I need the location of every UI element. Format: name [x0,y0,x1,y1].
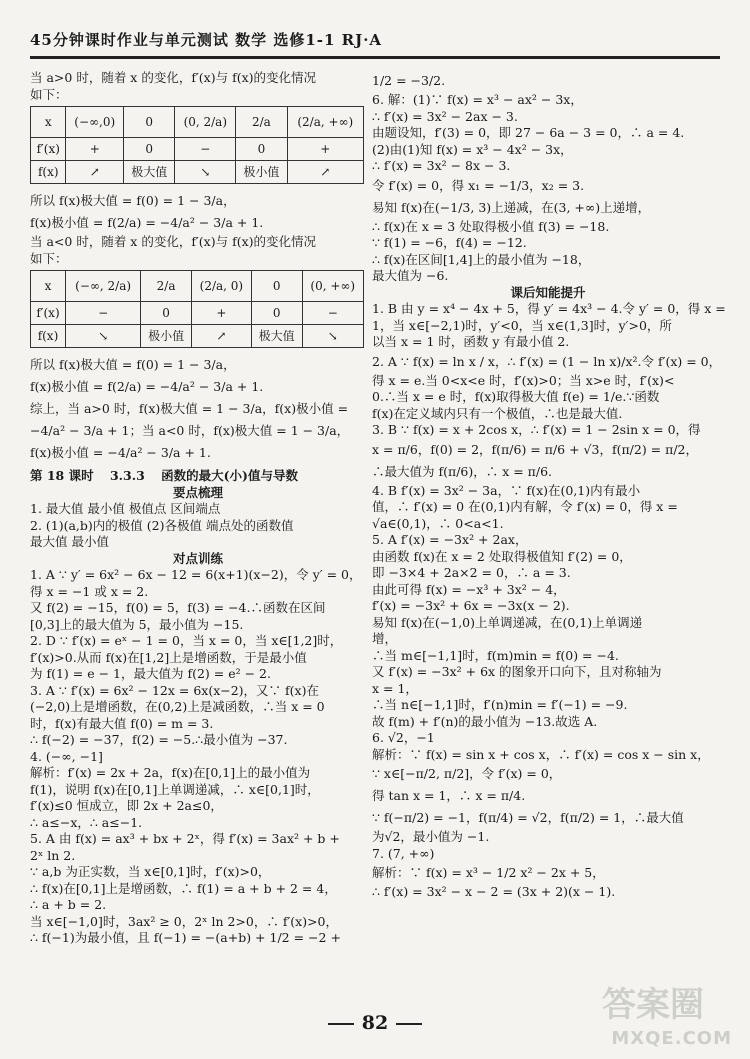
text-line: [0,3]上的最大值为 5，最小值为 −15. [30,616,244,632]
table-cell: ↗ [191,325,251,348]
text-line: 易知 f(x)在(−1/3, 3)上递减，在(3, +∞)上递增， [372,199,651,215]
table-cell: f(x) [31,161,66,184]
text-line: 由此可得 f(x) = −x³ + 3x² − 4， [372,581,566,597]
text-line: ∵ x∈[−π/2, π/2]，令 f′(x) = 0， [372,766,562,781]
watermark-url: MXQE.COM [611,1028,732,1049]
page-number-dash-left [328,1023,354,1025]
text-line: f(x)在定义域内只有一个极值，∴也是最大值. [372,405,623,421]
text-line: 综上，当 a>0 时，f(x)极大值 = 1 − 3/a，f(x)极小值 = [30,401,349,416]
text-line: 为 f(1) = e − 1，最大值为 f(2) = e² − 2. [30,666,271,681]
text-line: 增， [372,631,398,646]
text-line: 2ˣ ln 2. [30,847,76,863]
text-line: 易知 f(x)在(−1,0)上单调递减，在(0,1)上单调递 [372,614,643,630]
text-line: 以当 x = 1 时，函数 y 有最小值 2. [372,334,570,349]
lesson-number: 第 18 课时 [30,468,94,483]
table-cell: 2/a [141,271,192,302]
text-line: −4/a² − 3/a + 1；当 a<0 时，f(x)极大值 = 1 − 3/a， [30,423,350,438]
text-line: 即 −3×4 + 2a×2 = 0，∴ a = 3. [372,565,571,580]
text-line: 值，∴ f′(x) = 0 在(0,1)内有解，令 f′(x) = 0，得 x = [372,499,678,514]
text-line: 又 f′(x) = −3x² + 6x 的图象开口向下，且对称轴为 [372,664,662,679]
text-line: 1. A ∵ y′ = 6x² − 6x − 12 = 6(x+1)(x−2)，令 y′ = 0， [30,567,362,582]
text-line: ∴最大值为 f(π/6)，∴ x = π/6. [372,463,553,479]
text-line: 6. 解：(1)∵ f(x) = x³ − ax² − 3x， [372,92,583,107]
page-header [30,22,720,59]
text-line: 1/2 = −3/2. [372,73,446,88]
text-line: 4. (−∞, −1] [30,748,103,764]
text-line: 5. A f′(x) = −3x² + 2ax， [372,532,528,547]
table-cell: (0, +∞) [302,271,363,302]
text-line: 解析：∵ f(x) = sin x + cos x，∴ f′(x) = cos x − sin x， [372,746,710,762]
table-cell: + [191,302,251,325]
text-line: 5. A 由 f(x) = ax³ + bx + 2ˣ，得 f′(x) = 3ax² + b + [30,831,340,846]
table-cell: − [65,302,140,325]
text-line: ∴ f(−1)为最小值，且 f(−1) = −(a+b) + 1/2 = −2 + [30,930,341,945]
text-line: (2)由(1)知 f(x) = x³ − 4x² − 3x， [372,141,573,157]
table-cell: 0 [236,138,287,161]
table-cell: 0 [124,107,175,138]
lesson-title: 函数的最大(小)值与导数 [161,468,298,483]
text-line: 时，f(x)有最大值 f(0) = m = 3. [30,715,214,731]
table-cell: ↗ [66,161,124,184]
text-line: 解析：∵ f(x) = x³ − 1/2 x² − 2x + 5， [372,865,605,880]
text-line: f′(x)>0.从而 f(x)在[1,2]上是增函数，于是最小值 [30,649,307,665]
table-cell: (2/a, 0) [191,271,251,302]
text-line: 2. D ∵ f′(x) = eˣ − 1 = 0，当 x = 0，当 x∈[1,2]时， [30,633,343,648]
text-line: f(x)极小值 = −4/a² − 3/a + 1. [30,445,211,460]
text-line: 故 f(m) + f′(n)的最小值为 −13.故选 A. [372,713,598,729]
variation-table-a-negative [30,270,364,348]
text-line: f′(x)≤0 恒成立，即 2x + 2a≤0， [30,798,223,813]
lesson-heading [30,468,366,485]
text-line: ∴ f′(x) = 3x² − 8x − 3. [372,158,511,173]
table-cell: (0, 2/a) [175,107,236,138]
watermark [586,977,736,1049]
table-cell: 0 [141,302,192,325]
text-line: 令 f′(x) = 0，得 x₁ = −1/3，x₂ = 3. [372,177,585,193]
page-number-dash-right [396,1023,422,1025]
text-line: 如下： [30,86,68,102]
table-cell: 极大值 [124,161,175,184]
table-cell: f(x) [31,325,66,348]
table-cell: 2/a [236,107,287,138]
text-line: 所以 f(x)极大值 = f(0) = 1 − 3/a， [30,193,236,208]
text-line: ∵ f(1) = −6，f(4) = −12. [372,235,527,250]
table-cell: (2/a, +∞) [287,107,363,138]
table-cell: x [31,271,66,302]
subheading-after-class: 课后知能提升 [510,284,586,300]
variation-table-a-positive [30,106,364,184]
text-line: ∴ f′(x) = 3x² − 2ax − 3. [372,108,518,124]
text-line: ∴当 m∈[−1,1]时，f(m)min = f(0) = −4. [372,647,619,663]
text-line: f′(x) = −3x² + 6x = −3x(x − 2). [372,598,570,613]
text-line: (−2,0)上是增函数，在(0,2)上是减函数，∴当 x = 0 [30,699,325,714]
text-line: 所以 f(x)极大值 = f(0) = 1 − 3/a， [30,357,236,372]
text-line: ∵ f(−π/2) = −1，f(π/4) = √2，f(π/2) = 1，∴最大值 [372,810,684,825]
text-line: 6. √2，−1 [372,730,435,745]
text-line: 3. A ∵ f′(x) = 6x² − 12x = 6x(x−2)，又∵ f(x)在 [30,682,319,698]
lesson-section: 3.3.3 [109,468,145,483]
page-number-value: 82 [361,1012,389,1034]
table-cell: ↘ [65,325,140,348]
text-line: 4. B f′(x) = 3x² − 3a，∵ f(x)在(0,1)内有最小 [372,482,641,498]
text-line: 3. B ∵ f(x) = x + 2cos x，∴ f′(x) = 1 − 2sin x = 0，得 [372,422,701,437]
text-line: ∴ a + b = 2. [30,897,107,912]
text-line: 解析：f′(x) = 2x + 2a，f(x)在[0,1]上的最小值为 [30,765,311,780]
watermark-title: 答案圈 [602,985,704,1025]
table-cell: 0 [124,138,175,161]
table-cell: 极大值 [251,325,302,348]
text-line: f(x)极小值 = f(2/a) = −4/a² − 3/a + 1. [30,215,264,230]
text-line: 当 x∈[−1,0]时，3ax² ≥ 0，2ˣ ln 2>0，∴ f′(x)>0， [30,913,339,929]
text-line: ∴ f′(x) = 3x² − x − 2 = (3x + 2)(x − 1). [372,884,616,899]
text-line: 如下： [30,250,68,266]
table-cell: ↘ [175,161,236,184]
text-line: ∵ a,b 为正实数，当 x∈[0,1]时，f′(x)>0， [30,864,271,879]
text-line: ∴ f(x)在区间[1,4]上的最小值为 −18， [372,251,591,267]
text-line: 当 a>0 时，随着 x 的变化，f′(x)与 f(x)的变化情况 [30,70,316,85]
table-cell: + [66,138,124,161]
text-line: 2. (1)(a,b)内的极值 (2)各极值 端点处的函数值 [30,517,294,533]
text-line: 得 x = −1 或 x = 2. [30,583,149,599]
subheading-practice: 对点训练 [172,550,223,566]
table-cell: + [287,138,363,161]
text-line: 当 a<0 时，随着 x 的变化，f′(x)与 f(x)的变化情况 [30,234,316,249]
text-line: ∴ f(−2) = −37，f(2) = −5.∴最小值为 −37. [30,732,288,747]
text-line: f(x)极小值 = f(2/a) = −4/a² − 3/a + 1. [30,379,264,394]
table-cell: 0 [251,302,302,325]
table-cell: (−∞,0) [66,107,124,138]
text-line: 0.∴当 x = e 时，f(x)取得极大值 f(e) = 1/e.∵函数 [372,389,660,404]
text-line: 为√2，最小值为 −1. [372,829,490,844]
subheading-key-points: 要点梳理 [172,484,223,500]
text-line: 由函数 f(x)在 x = 2 处取得极值知 f′(2) = 0， [372,548,632,564]
left-column [30,70,366,947]
table-cell: f′(x) [31,302,66,325]
table-cell: ↘ [302,325,363,348]
table-cell: − [175,138,236,161]
table-cell: f′(x) [31,138,66,161]
text-line: ∴当 n∈[−1,1]时，f′(n)min = f′(−1) = −9. [372,697,628,712]
text-line: 最大值为 −6. [372,268,449,283]
table-cell: 极小值 [141,325,192,348]
text-line: ∴ f(x)在 x = 3 处取得极小值 f(3) = −18. [372,218,610,234]
text-line: 1. B 由 y = x⁴ − 4x + 5，得 y′ = 4x³ − 4.令 y′ = 0，得 x = [372,301,726,316]
text-line: 由题设知，f′(3) = 0，即 27 − 6a − 3 = 0，∴ a = 4. [372,125,685,140]
header-title: 45分钟课时作业与单元测试 数学 选修1-1 RJ·A [30,31,383,49]
text-line: 2. A ∵ f(x) = ln x / x，∴ f′(x) = (1 − ln x)/x².令 f′(x) = 0， [372,353,722,369]
text-line: 7. (7, +∞) [372,845,435,861]
text-line: ∴ a≤−x，∴ a≤−1. [30,814,143,830]
text-line: √a∈(0,1)，∴ 0<a<1. [372,515,504,531]
text-line: 又 f(2) = −15，f(0) = 5，f(3) = −4.∴函数在区间 [30,600,326,615]
text-line: x = 1， [372,680,418,696]
text-line: f(1)，说明 f(x)在[0,1]上单调递减，∴ x∈[0,1]时， [30,781,320,797]
text-line: ∴ f(x)在[0,1]上是增函数，∴ f(1) = a + b + 2 = 4， [30,880,337,896]
right-column [372,70,724,901]
table-cell: (−∞, 2/a) [65,271,140,302]
table-cell: ↗ [287,161,363,184]
text-line: x = π/6，f(0) = 2，f(π/6) = π/6 + √3，f(π/2) = π/2， [372,441,699,457]
text-line: 得 x = e.当 0<x<e 时，f′(x)>0；当 x>e 时，f′(x)< [372,372,675,388]
table-cell: 极小值 [236,161,287,184]
text-line: 最大值 最小值 [30,534,109,549]
table-cell: − [302,302,363,325]
table-cell: x [31,107,66,138]
text-line: 1. 最大值 最小值 极值点 区间端点 [30,501,221,516]
table-cell: 0 [251,271,302,302]
text-line: 得 tan x = 1，∴ x = π/4. [372,788,526,803]
text-line: 1，当 x∈[−2,1)时，y′<0，当 x∈(1,3]时，y′>0，所 [372,317,672,333]
